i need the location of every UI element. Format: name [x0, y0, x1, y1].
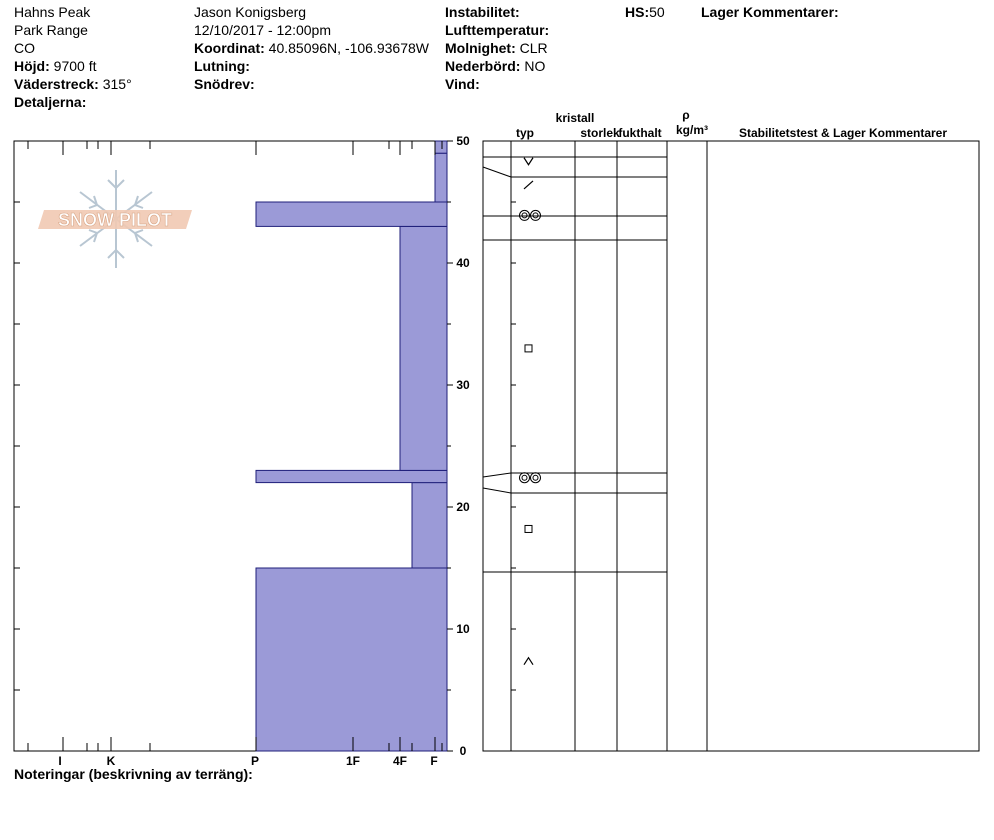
height-label-0: 0: [459, 744, 467, 758]
height-label-20: 20: [456, 500, 470, 514]
grain-circle-outer: [520, 210, 530, 220]
wind-label: Vind:: [445, 76, 480, 92]
col-header-storlek: storlek: [580, 126, 620, 140]
grain-circle-inner: [522, 213, 527, 218]
layer-boundary-connector: [483, 488, 511, 493]
snowpilot-logo: [38, 170, 192, 268]
layer-boundary-connector: [483, 473, 511, 477]
grain-circle-outer: [531, 210, 541, 220]
observer-name: Jason Konigsberg: [194, 4, 307, 20]
hardness-top-ticks: [28, 141, 442, 155]
precip-value: NO: [524, 58, 546, 74]
precip-label: Nederbörd:: [445, 58, 521, 74]
sky-label: Molnighet:: [445, 40, 516, 56]
hardness-label-4F: 4F: [392, 754, 408, 768]
slope-label: Lutning:: [194, 58, 250, 74]
hardness-label-F: F: [430, 754, 438, 768]
grain-circle-inner: [522, 475, 527, 480]
hardness-bar-7: [435, 141, 447, 153]
hardness-bar-5: [256, 202, 447, 226]
grain-symbol-2: [524, 181, 533, 189]
col-header-stability: Stabilitetstest & Lager Kommentarer: [738, 126, 948, 140]
col-header-typ: typ: [516, 126, 534, 140]
air-temp-label: Lufttemperatur:: [445, 22, 550, 38]
grain-circle-inner: [533, 213, 538, 218]
grain-symbol-4: [525, 345, 532, 352]
hardness-label-I: I: [58, 754, 62, 768]
hardness-label-P: P: [250, 754, 260, 768]
col-header-fukthalt: fukthalt: [618, 126, 662, 140]
coordinate-value: 40.85096N, -106.93678W: [268, 40, 429, 56]
grain-symbol-3: [520, 210, 541, 220]
height-axis: [447, 134, 470, 758]
grain-circle-inner: [533, 475, 538, 480]
mountain-range: Park Range: [14, 22, 88, 38]
grain-symbol-6: [525, 525, 532, 532]
crystal-table: [483, 141, 979, 751]
table-height-ticks: [511, 141, 516, 751]
grain-symbol-1: [524, 158, 533, 165]
terrain-notes-label: Noteringar (beskrivning av terräng):: [14, 766, 253, 782]
hardness-label-K: K: [106, 754, 116, 768]
hardness-bar-3: [256, 470, 447, 482]
details-label: Detaljerna:: [14, 94, 87, 110]
hs-label: HS:: [625, 4, 650, 20]
coordinate-label: Koordinat:: [194, 40, 265, 56]
elevation-label: Höjd:: [14, 58, 50, 74]
aspect-label: Väderstreck:: [14, 76, 99, 92]
wind-loading-label: Snödrev:: [194, 76, 255, 92]
col-header-kristall: kristall: [555, 111, 595, 125]
elevation-value: 9700 ft: [53, 58, 97, 74]
height-label-10: 10: [456, 622, 470, 636]
sky-value: CLR: [519, 40, 548, 56]
hardness-bars: [256, 141, 447, 751]
col-header-rho: ρ: [682, 108, 690, 122]
aspect-value: 315°: [102, 76, 132, 92]
grain-circle-outer: [520, 473, 530, 483]
logo-text: SNOW PILOT: [58, 210, 172, 230]
grain-type-symbols: [520, 158, 541, 665]
layer-boundary-connector: [483, 167, 511, 177]
site-name: Hahns Peak: [14, 4, 91, 20]
height-label-40: 40: [456, 256, 470, 270]
hardness-bar-2: [412, 483, 447, 568]
state: CO: [14, 40, 35, 56]
grain-symbol-7: [524, 658, 533, 665]
height-label-50: 50: [456, 134, 470, 148]
height-label-30: 30: [456, 378, 470, 392]
hardness-bar-1: [256, 568, 447, 751]
grain-symbol-5: [520, 473, 541, 483]
layer-comments-label: Lager Kommentarer:: [701, 4, 839, 20]
instability-label: Instabilitet:: [445, 4, 520, 20]
hardness-label-1F: 1F: [345, 754, 361, 768]
hardness-bar-6: [435, 153, 447, 202]
left-height-ticks: [14, 141, 20, 751]
hardness-bar-4: [400, 226, 447, 470]
grain-circle-outer: [531, 473, 541, 483]
observation-datetime: 12/10/2017 - 12:00pm: [194, 22, 331, 38]
col-header-density-unit: kg/m³: [675, 123, 709, 137]
hs-value: 50: [649, 4, 665, 20]
